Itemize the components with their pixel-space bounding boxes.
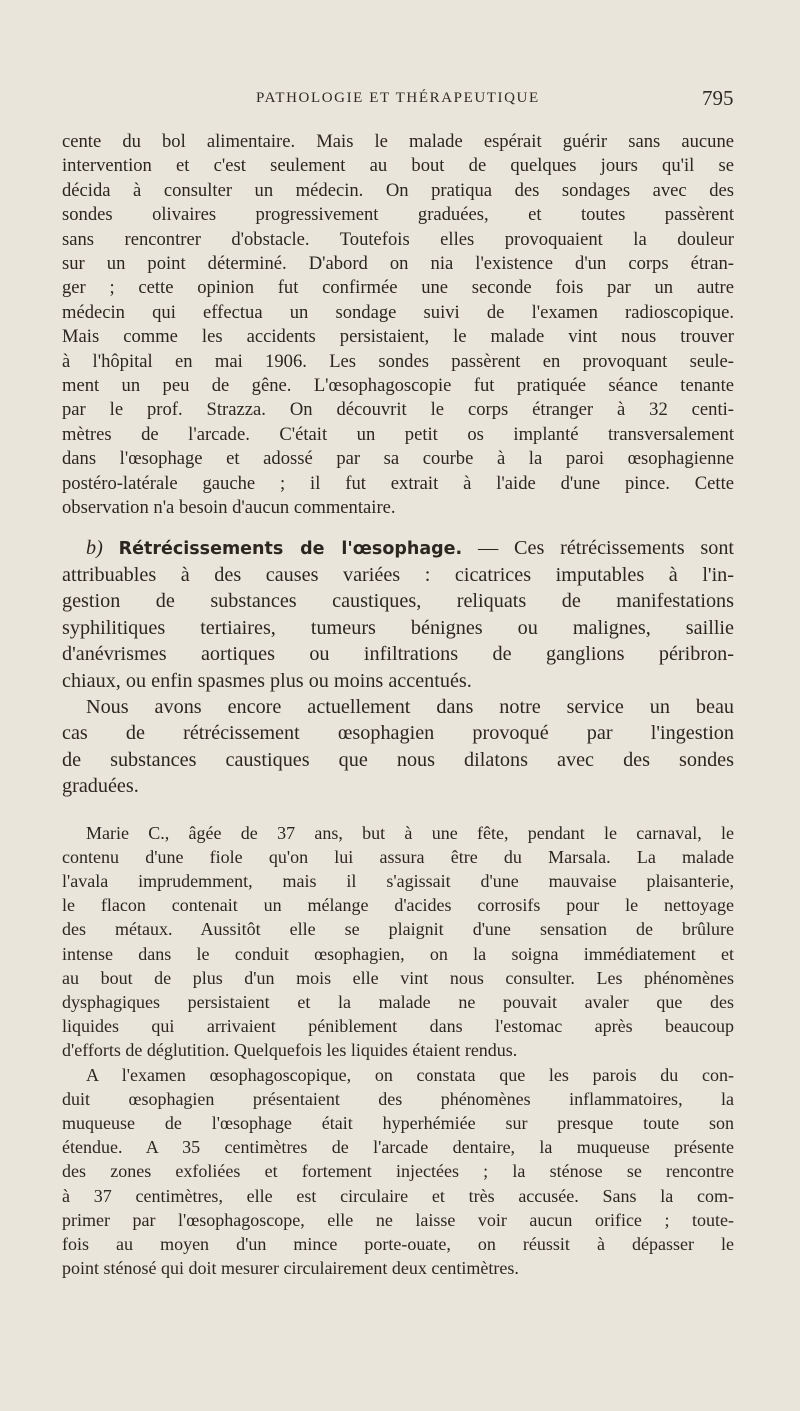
section-letter: b) — [86, 536, 103, 559]
text-line: muqueuse de l'œsophage était hyperhémiée sur presque toute son — [62, 1113, 734, 1133]
text-line: d'anévrismes aortiques ou infiltrations de ganglions péribron- — [62, 643, 734, 666]
text-line: cas de rétrécissement œsophagien provoqué par l'ingestion — [62, 722, 734, 745]
text-line: de substances caustiques que nous dilatons avec des sondes — [62, 748, 734, 771]
text-line: chiaux, ou enfin spasmes plus ou moins accentués. — [62, 669, 472, 692]
text-line: Mais comme les accidents persistaient, le malade vint nous trouver — [62, 326, 734, 348]
text-line: Marie C., âgée de 37 ans, but à une fête, pendant le carnaval, le — [86, 822, 734, 843]
section-title: Rétrécissements de l'œsophage. — [118, 538, 463, 559]
text-line: fois au moyen d'un mince porte-ouate, on réussit à dépasser le — [62, 1234, 734, 1255]
text-line: intense dans le conduit œsophagien, on la soigna immédiatement et — [62, 943, 734, 964]
text-line: à 37 centimètres, elle est circulaire et très accusée. Sans la com- — [62, 1185, 734, 1206]
text-line: cente du bol alimentaire. Mais le malade espérait guérir sans aucune — [62, 131, 734, 152]
text-line: au bout de plus d'un mois elle vint nous consulter. Les phénomènes — [62, 967, 734, 988]
text-line: sondes olivaires progressivement graduées, et toutes passèrent — [62, 204, 734, 226]
text-line: par le prof. Strazza. On découvrit le corps étranger à 32 centi- — [62, 399, 734, 421]
text-line: postéro-latérale gauche ; il fut extrait à l'aide d'une pince. Cette — [62, 472, 734, 494]
text-line: — Ces rétrécissements sont — [478, 536, 735, 559]
body-text — [62, 130, 734, 1280]
text-line: intervention et c'est seulement au bout de quelques jours qu'il se — [62, 155, 734, 177]
page-number: 795 — [702, 86, 734, 110]
paragraph-foreign-body-case — [62, 130, 734, 521]
section-heading-line — [62, 535, 734, 562]
paragraph-section-b — [62, 535, 734, 694]
text-line: graduées. — [62, 775, 139, 798]
text-line: point sténosé qui doit mesurer circulairement deux centimètres. — [62, 1258, 519, 1279]
text-line: observation n'a besoin d'aucun commentaire. — [62, 497, 396, 519]
text-line: liquides qui arrivaient péniblement dans l'estomac après beaucoup — [62, 1016, 734, 1037]
text-line: dans l'œsophage et adossé par sa courbe à la paroi œsophagienne — [62, 448, 734, 470]
text-line: mètres de l'arcade. C'était un petit os implanté transversalement — [62, 423, 734, 445]
text-line: d'efforts de déglutition. Quelquefois les liquides étaient rendus. — [62, 1040, 518, 1061]
text-line: étendue. A 35 centimètres de l'arcade dentaire, la muqueuse présente — [62, 1137, 734, 1158]
running-title: PATHOLOGIE ET THÉRAPEUTIQUE — [256, 90, 540, 106]
paragraph-patient-history — [62, 821, 734, 1063]
text-line: attribuables à des causes variées : cicatrices imputables à l'in- — [62, 563, 734, 586]
text-line: des métaux. Aussitôt elle se plaignit d'une sensation de brûlure — [62, 919, 734, 940]
text-line: médecin qui effectua un sondage suivi de l'examen radioscopique. — [62, 301, 734, 323]
paragraph-examination — [62, 1063, 734, 1281]
text-line: des zones exfoliées et fortement injectées ; la sténose se rencontre — [62, 1161, 734, 1182]
text-line: sans rencontrer d'obstacle. Toutefois elles provoquaient la douleur — [62, 228, 734, 250]
text-line: sur un point déterminé. D'abord on nia l'existence d'un corps étran- — [62, 253, 734, 275]
text-line: gestion de substances caustiques, reliquats de manifestations — [62, 590, 734, 613]
text-line: A l'examen œsophagoscopique, on constata que les parois du con- — [86, 1064, 734, 1085]
text-line: ment un peu de gêne. L'œsophagoscopie fut pratiquée séance tenante — [62, 375, 734, 397]
text-line: dysphagiques persistaient et la malade ne pouvait avaler que des — [62, 991, 734, 1012]
text-line: duit œsophagien présentaient des phénomènes inflammatoires, la — [62, 1088, 734, 1109]
text-line: ger ; cette opinion fut confirmée une seconde fois par un autre — [62, 277, 734, 299]
text-line: le flacon contenait un mélange d'acides corrosifs pour le nettoyage — [62, 895, 734, 916]
page-header — [0, 88, 800, 114]
paragraph-service-case — [62, 694, 734, 800]
text-line: syphilitiques tertiaires, tumeurs bénignes ou malignes, saillie — [62, 616, 734, 639]
text-line: l'avala imprudemment, mais il s'agissait d'une mauvaise plaisanterie, — [62, 870, 734, 891]
text-line: Nous avons encore actuellement dans notre service un beau — [86, 695, 734, 718]
text-line: décida à consulter un médecin. On pratiqua des sondages avec des — [62, 179, 734, 201]
text-line: contenu d'une fiole qu'on lui assura être du Marsala. La malade — [62, 846, 734, 867]
text-line: à l'hôpital en mai 1906. Les sondes passèrent en provoquant seule- — [62, 350, 734, 372]
text-line: primer par l'œsophagoscope, elle ne laisse voir aucun orifice ; toute- — [62, 1209, 734, 1230]
